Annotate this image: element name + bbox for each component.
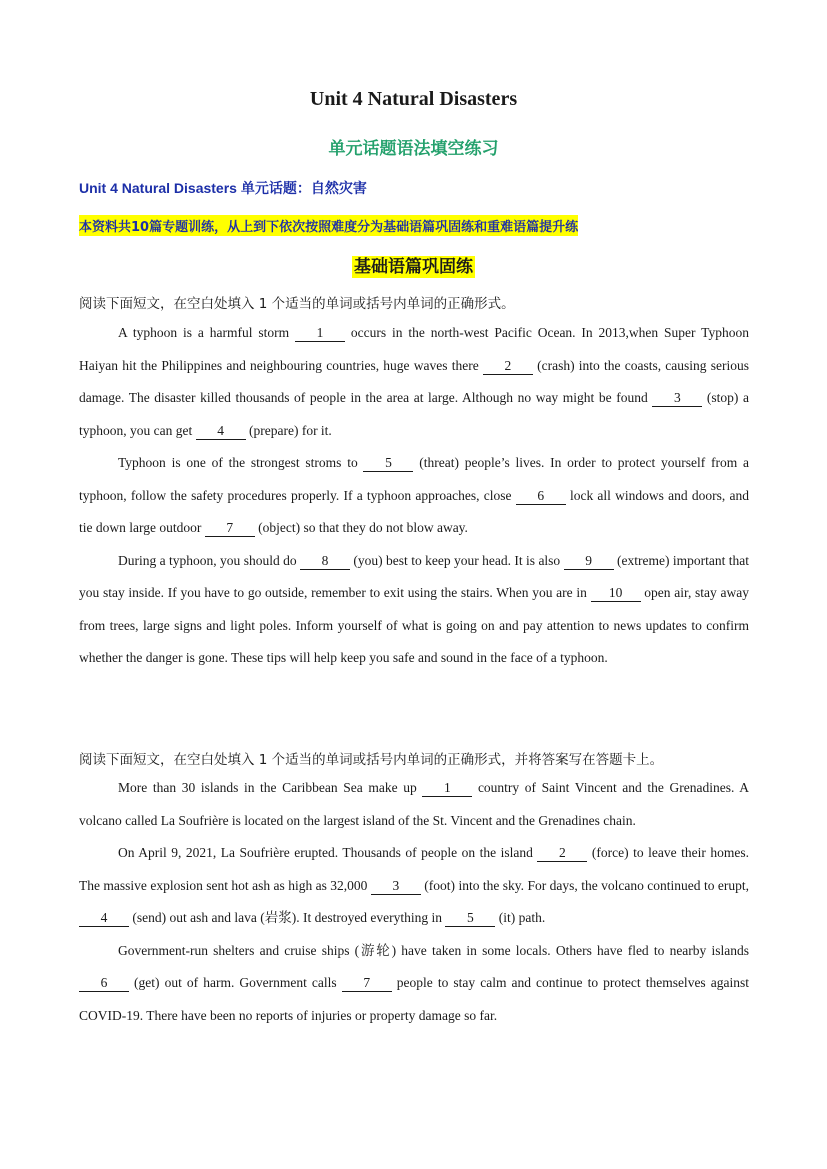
passage-text: Government-run shelters and cruise ships (游轮) have taken in some locals. Others have fled to nearby islands — [118, 942, 749, 958]
answer-blank[interactable]: 4 — [79, 910, 129, 927]
passage-text: people to stay calm and continue to protect themselves against COVID-19. There have been no reports of injuries or property damage so far. — [79, 975, 749, 1023]
answer-blank[interactable]: 8 — [300, 553, 350, 570]
passage-text: (you) best to keep your head. It is also — [350, 552, 564, 568]
answer-blank[interactable]: 4 — [196, 423, 246, 440]
answer-blank[interactable]: 9 — [564, 553, 614, 570]
material-note: 本资料共10篇专题训练，从上到下依次按照难度分为基础语篇巩固练和重难语篇提升练 — [79, 215, 578, 236]
answer-blank[interactable]: 2 — [483, 358, 533, 375]
passage-text: (force) to leave their homes. The massive explosion sent hot ash as high as 32,000 — [79, 845, 749, 893]
passage-text: country of Saint Vincent and the Grenadines. A volcano called La Soufrière is located on the largest island of the St. Vincent and the Grenadines chain. — [79, 780, 749, 828]
passage1-instruction: 阅读下面短文，在空白处填入 1 个适当的单词或括号内单词的正确形式。 — [79, 296, 515, 312]
answer-blank[interactable]: 3 — [652, 390, 702, 407]
paragraph — [79, 447, 749, 545]
paragraph — [79, 837, 749, 935]
passage-text: (it) path. — [495, 910, 546, 925]
passage-text: lock all windows and doors, and tie down large outdoor — [79, 487, 749, 535]
passage-text: More than 30 islands in the Caribbean Sea make up — [118, 780, 423, 795]
passage-text: (send) out ash and lava (岩浆). It destroyed everything in — [129, 910, 446, 925]
page-subtitle: 单元话题语法填空练习 — [328, 139, 499, 159]
passage2-body — [79, 772, 749, 1032]
answer-blank[interactable]: 7 — [205, 520, 255, 537]
passage-text: On April 9, 2021, La Soufrière erupted. Thousands of people on the island — [118, 845, 538, 860]
answer-blank[interactable]: 6 — [79, 975, 129, 992]
passage-text: Typhoon is one of the strongest stroms to — [118, 455, 364, 470]
answer-blank[interactable]: 10 — [591, 585, 641, 602]
paragraph — [79, 772, 749, 837]
passage-text: open air, stay away from trees, large signs and light poles. Inform yourself of what is going on and pay attention to news updates to confirm whether the danger is gone. These tips will help keep you safe and sound in the face of a typhoon. — [79, 585, 749, 665]
passage-text: (object) so that they do not blow away. — [254, 520, 468, 535]
passage-text: (stop) a typhoon, you can get — [79, 390, 749, 438]
passage-text: (get) out of harm. Government calls — [129, 975, 342, 990]
paragraph — [79, 545, 749, 675]
paragraph — [79, 935, 749, 1033]
passage-text: (crash) into the coasts, causing serious damage. The disaster killed thousands of people in the area at large. Although no way might be found — [79, 357, 749, 405]
section-heading — [0, 252, 827, 277]
passage1-body — [79, 317, 749, 675]
passage2-instruction: 阅读下面短文，在空白处填入 1 个适当的单词或括号内单词的正确形式，并将答案写在答题卡上。 — [79, 752, 664, 768]
answer-blank[interactable]: 5 — [363, 455, 413, 472]
answer-blank[interactable]: 7 — [342, 975, 392, 992]
paragraph — [79, 317, 749, 447]
passage-text: A typhoon is a harmful storm — [118, 325, 295, 340]
answer-blank[interactable]: 1 — [422, 780, 472, 797]
answer-blank[interactable]: 5 — [445, 910, 495, 927]
passage-text: (foot) into the sky. For days, the volcano continued to erupt, — [420, 877, 749, 893]
answer-blank[interactable]: 1 — [295, 325, 345, 342]
unit-topic: Unit 4 Natural Disasters 单元话题：自然灾害 — [79, 180, 367, 196]
passage-text: (extreme) important that you stay inside. If you have to go outside, remember to exit using the stairs. When you are in — [79, 552, 749, 600]
page-title: Unit 4 Natural Disasters — [309, 88, 518, 110]
answer-blank[interactable]: 2 — [537, 845, 587, 862]
answer-blank[interactable]: 6 — [516, 488, 566, 505]
section-heading-text: 基础语篇巩固练 — [354, 257, 473, 277]
passage-text: (prepare) for it. — [245, 422, 332, 438]
passage-text: (threat) people’s lives. In order to protect yourself from a typhoon, follow the safety procedures properly. If a typhoon approaches, close — [79, 455, 749, 503]
passage-text: During a typhoon, you should do — [118, 552, 301, 568]
answer-blank[interactable]: 3 — [371, 878, 421, 895]
passage-text: occurs in the north-west Pacific Ocean. In 2013,when Super Typhoon Haiyan hit the Philippines and neighbouring countries, huge waves there — [79, 325, 749, 373]
